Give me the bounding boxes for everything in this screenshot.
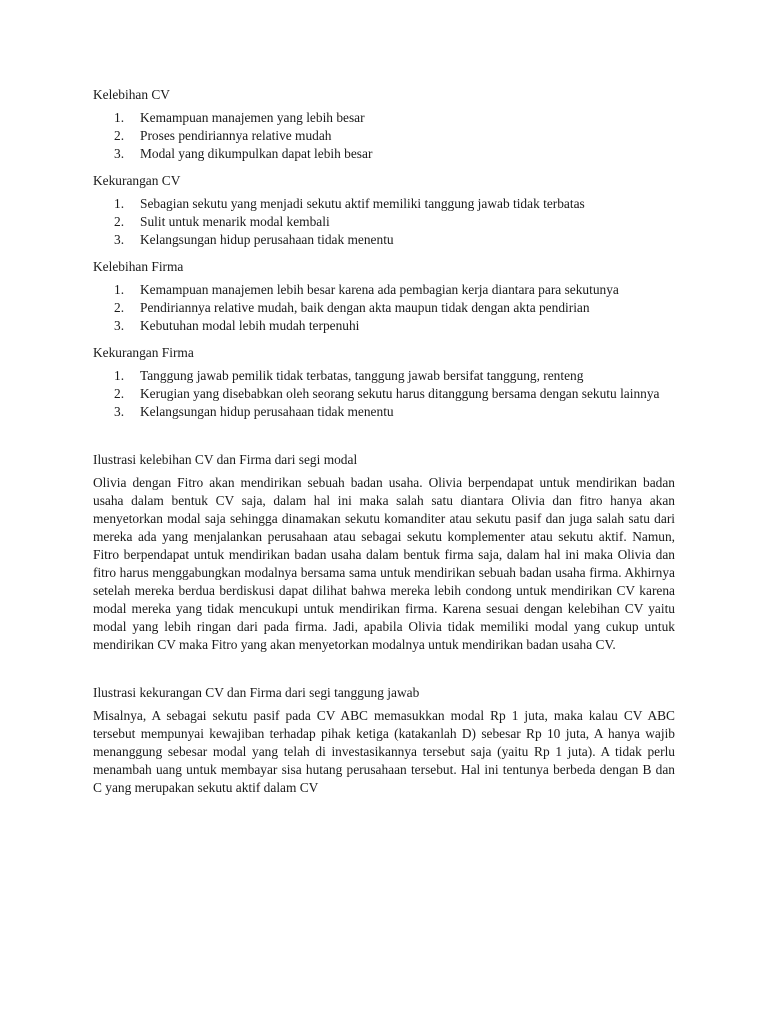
heading-kekurangan-firma: Kekurangan Firma bbox=[93, 345, 194, 360]
list-item: Kelangsungan hidup perusahaan tidak menentu bbox=[140, 232, 394, 247]
list-item: Kemampuan manajemen yang lebih besar bbox=[140, 110, 365, 125]
list-item: Kerugian yang disebabkan oleh seorang sekutu harus ditanggung bersama dengan sekutu lainnya bbox=[140, 386, 660, 401]
illustration-modal-body: Olivia dengan Fitro akan mendirikan sebuah badan usaha. Olivia berpendapat untuk mendirikan badan usaha dalam bentuk CV saja, dalam hal ini maka salah satu diantara Olivia dan fitro hanya akan menyetorkan modal saja sehingga dinamakan sekutu komanditer atau sekutu pasif dan juga salah satu dari mereka ada yang menjalankan perusahaan atau sebagai sekutu komplementer atau sekutu aktif. Namun, Fitro berpendapat untuk mendirikan badan usaha dalam bentuk firma saja, dalam hal ini maka Olivia dan fitro harus menggabungkan modalnya bersama sama untuk mendirikan sebuah badan usaha firma. Akhirnya setelah mereka berdua berdiskusi dapat dilihat bahwa mereka lebih condong untuk mendirikan CV karena modal mereka yang tidak mencukupi untuk mendirikan firma. Karena sesuai dengan kelebihan CV yaitu modal yang lebih ringan dari pada firma. Jadi, apabila Olivia tidak memiliki modal yang cukup untuk mendirikan CV maka Fitro yang akan menyetorkan modalnya untuk mendirikan badan usaha CV. bbox=[93, 475, 675, 652]
list-item: Kebutuhan modal lebih mudah terpenuhi bbox=[140, 318, 360, 333]
list-item: Pendiriannya relative mudah, baik dengan akta maupun tidak dengan akta pendirian bbox=[140, 300, 590, 315]
list-kelebihan-firma bbox=[93, 281, 675, 335]
list-item: Kelangsungan hidup perusahaan tidak menentu bbox=[140, 404, 394, 419]
list-item: Proses pendiriannya relative mudah bbox=[140, 128, 332, 143]
document-page bbox=[93, 86, 675, 797]
list-kekurangan-cv bbox=[93, 195, 675, 249]
heading-kekurangan-cv: Kekurangan CV bbox=[93, 173, 181, 188]
list-kekurangan-firma bbox=[93, 367, 675, 421]
illustration-liability-body: Misalnya, A sebagai sekutu pasif pada CV ABC memasukkan modal Rp 1 juta, maka kalau CV ABC tersebut mempunyai kewajiban terhadap pihak ketiga (katakanlah D) sebesar Rp 10 juta, A hanya wajib menanggung sebesar modal yang telah di investasikannya tersebut saja (yaitu Rp 1 juta). A tidak perlu menambah uang untuk membayar sisa hutang perusahaan tersebut. Hal ini tentunya berbeda dengan B dan C yang merupakan sekutu aktif dalam CV bbox=[93, 708, 675, 795]
list-item: Tanggung jawab pemilik tidak terbatas, tanggung jawab bersifat tanggung, renteng bbox=[140, 368, 584, 383]
list-item: Sulit untuk menarik modal kembali bbox=[140, 214, 330, 229]
list-kelebihan-cv bbox=[93, 109, 675, 163]
spacer bbox=[93, 430, 675, 451]
spacer bbox=[93, 654, 675, 684]
heading-kelebihan-firma: Kelebihan Firma bbox=[93, 259, 184, 274]
heading-kelebihan-cv: Kelebihan CV bbox=[93, 87, 170, 102]
list-item: Sebagian sekutu yang menjadi sekutu aktif memiliki tanggung jawab tidak terbatas bbox=[140, 196, 585, 211]
list-item: Modal yang dikumpulkan dapat lebih besar bbox=[140, 146, 373, 161]
illustration-modal-title: Ilustrasi kelebihan CV dan Firma dari segi modal bbox=[93, 452, 358, 467]
list-item: Kemampuan manajemen lebih besar karena ada pembagian kerja diantara para sekutunya bbox=[140, 282, 619, 297]
illustration-liability-title: Ilustrasi kekurangan CV dan Firma dari segi tanggung jawab bbox=[93, 685, 420, 700]
